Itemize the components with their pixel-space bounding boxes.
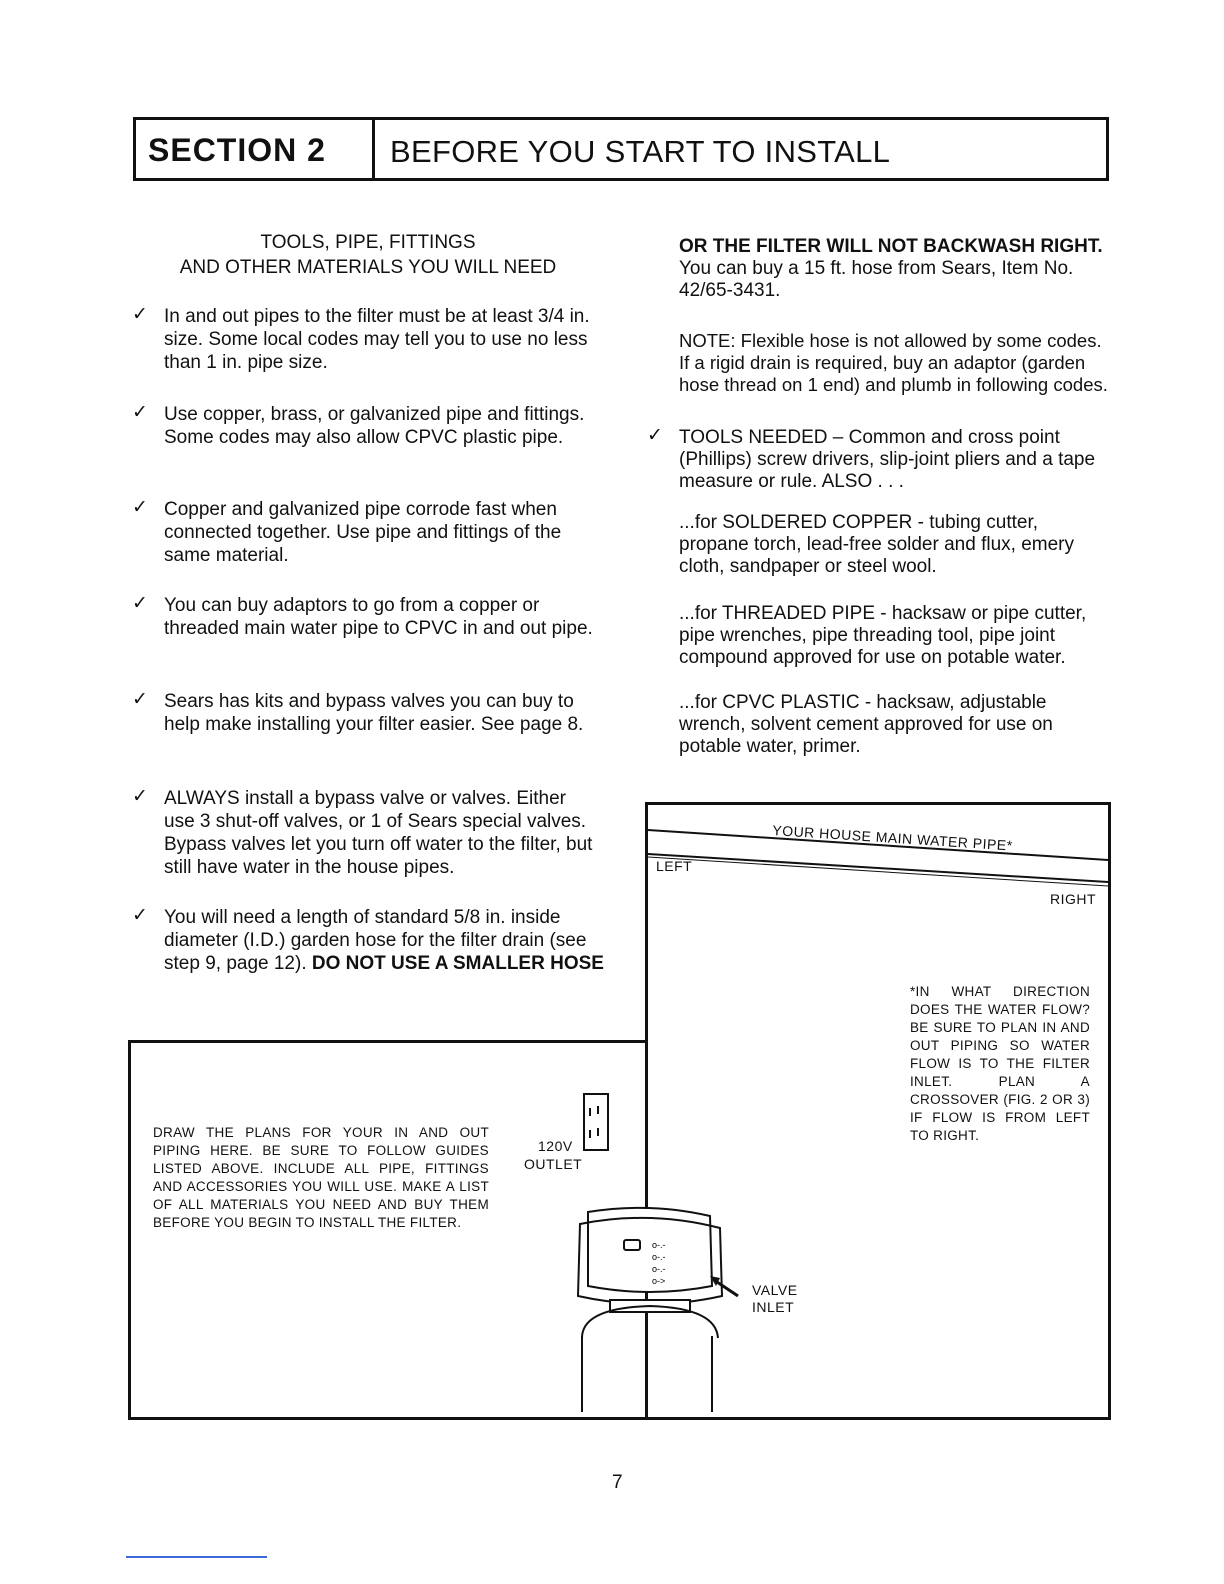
list-item-text: Use copper, brass, or galvanized pipe and fittings. Some codes may also allow CPVC plastic pipe. (164, 404, 585, 448)
list-item-warning: DO NOT USE A SMALLER HOSE (311, 953, 604, 974)
list-item-text: You will need a length of standard 5/8 in. inside diameter (I.D.) garden hose for the filter drain (see step 9, page 12). (164, 907, 587, 974)
checkmark-icon: ✓ (132, 786, 148, 807)
left-heading-line2: AND OTHER MATERIALS YOU WILL NEED (179, 257, 557, 278)
tools-needed-text: TOOLS NEEDED – Common and cross point (Phillips) screw drivers, slip-joint pliers and a tape measure or rule. ALSO . . . (679, 427, 1096, 492)
main-pipe-label: YOUR HOUSE MAIN WATER PIPE* (771, 822, 1014, 854)
list-item-text: Copper and galvanized pipe corrode fast when connected together. Use pipe and fittings of the same material. (164, 499, 562, 566)
note-text: NOTE: Flexible hose is not allowed by some codes. If a rigid drain is required, buy an adaptor (garden hose thread on 1 end) and plumb in following codes. (679, 330, 1108, 395)
right-label: RIGHT (1050, 891, 1097, 907)
checkmark-icon: ✓ (132, 689, 148, 710)
list-item-text: Sears has kits and bypass valves you can buy to help make installing your filter easier. See page 8. (164, 691, 584, 735)
water-filter-icon (560, 1200, 740, 1414)
section-label: SECTION 2 (148, 132, 326, 168)
checkmark-icon: ✓ (647, 425, 663, 446)
valve-label: VALVE (752, 1282, 798, 1298)
header-divider (372, 120, 375, 178)
list-item (132, 402, 601, 449)
main-water-pipe-drawing (645, 802, 1111, 912)
hose-purchase-text: You can buy a 15 ft. hose from Sears, Item No. 42/65-3431. (679, 258, 1074, 301)
section-title: BEFORE YOU START TO INSTALL (390, 134, 891, 169)
list-item (132, 786, 601, 879)
checkmark-icon: ✓ (132, 497, 148, 518)
list-item (132, 497, 601, 567)
left-label: LEFT (656, 858, 693, 874)
list-item (647, 425, 1112, 493)
svg-text:o->: o-> (652, 1276, 666, 1286)
checkmark-icon: ✓ (132, 593, 148, 614)
svg-text:o-.-: o-.- (652, 1264, 666, 1274)
list-item (132, 593, 601, 640)
checkmark-icon: ✓ (132, 304, 148, 325)
footer-rule (126, 1556, 267, 1558)
list-item-text: You can buy adaptors to go from a copper or threaded main water pipe to CPVC in and out pipe. (164, 595, 593, 639)
backwash-warning: OR THE FILTER WILL NOT BACKWASH RIGHT. (679, 236, 1103, 257)
page-number: 7 (612, 1472, 623, 1493)
threaded-pipe-text: ...for THREADED PIPE - hacksaw or pipe cutter, pipe wrenches, pipe threading tool, pipe joint compound approved for use on potable water. (679, 603, 1087, 668)
section-header (133, 117, 1109, 181)
electrical-outlet-icon (578, 1092, 612, 1154)
outlet-voltage: 120V (538, 1138, 573, 1154)
list-item-text: ALWAYS install a bypass valve or valves. Either use 3 shut-off valves, or 1 of Sears special valves. Bypass valves let you turn off water to the filter, but still have water in the house pipes. (164, 788, 593, 878)
cpvc-plastic-text: ...for CPVC PLASTIC - hacksaw, adjustable wrench, solvent cement approved for use on potable water, primer. (679, 692, 1053, 757)
svg-text:o-.-: o-.- (652, 1252, 666, 1262)
checkmark-icon: ✓ (132, 402, 148, 423)
list-item-text: In and out pipes to the filter must be at least 3/4 in. size. Some local codes may tell you to use no less than 1 in. pipe size. (164, 306, 590, 373)
left-heading (148, 230, 588, 280)
outlet-label: OUTLET (524, 1156, 583, 1172)
hose-continued (679, 236, 1115, 302)
diagram-instructions: DRAW THE PLANS FOR YOUR IN AND OUT PIPING HERE. BE SURE TO FOLLOW GUIDES LISTED ABOVE. INCLUDE ALL PIPE, FITTINGS AND ACCESSORIES YOU WILL USE. MAKE A LIST OF ALL MATERIALS YOU NEED AND BUY THEM BEFORE YOU BEGIN TO INSTALL THE FILTER. (153, 1125, 489, 1230)
svg-text:o-.-: o-.- (652, 1240, 666, 1250)
diagram-frame-top-edge (128, 1040, 648, 1043)
checkmark-icon: ✓ (132, 905, 148, 926)
flow-direction-note: *IN WHAT DIRECTION DOES THE WATER FLOW? BE SURE TO PLAN IN AND OUT PIPING SO WATER FLOW IS TO THE FILTER INLET. PLAN A CROSSOVER (FIG. 2 OR 3) IF FLOW IS FROM LEFT TO RIGHT. (910, 984, 1090, 1143)
list-item (132, 905, 604, 975)
inlet-label: INLET (752, 1299, 795, 1315)
list-item (132, 689, 604, 736)
left-heading-line1: TOOLS, PIPE, FITTINGS (260, 232, 476, 253)
soldered-copper-text: ...for SOLDERED COPPER - tubing cutter, propane torch, lead-free solder and flux, emery cloth, sandpaper or steel wool. (679, 512, 1074, 577)
list-item (132, 304, 601, 374)
